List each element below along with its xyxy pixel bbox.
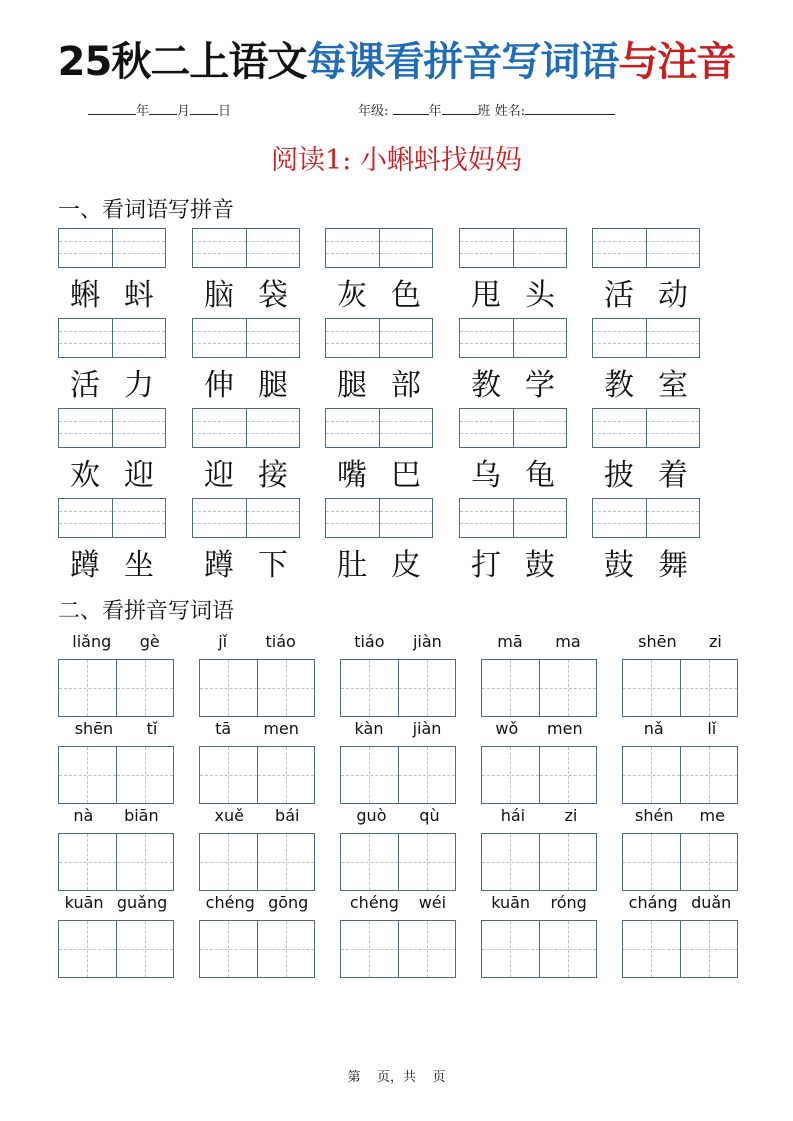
tianzige-cell[interactable] (482, 660, 539, 716)
character-answer-box[interactable] (199, 659, 315, 717)
tianzige-cell[interactable] (623, 747, 680, 803)
tianzige-cell[interactable] (341, 747, 398, 803)
character-answer-box[interactable] (622, 746, 738, 804)
pinyin-answer-box[interactable] (459, 318, 567, 358)
pinyin-syllable: zi (564, 806, 578, 825)
pinyin-syllable: hái (500, 806, 526, 825)
tianzige-cell[interactable] (257, 747, 315, 803)
pinyin-cell[interactable] (326, 229, 379, 267)
vocab-word (192, 270, 300, 314)
character-answer-box[interactable] (58, 746, 174, 804)
vocab-char: 披 (604, 458, 634, 493)
vocab-word (58, 360, 166, 404)
tianzige-cell[interactable] (680, 660, 738, 716)
vocab-char: 头 (525, 278, 555, 313)
pinyin-prompt (58, 719, 174, 738)
tianzige-cell[interactable] (539, 747, 597, 803)
vocab-char: 活 (604, 278, 634, 313)
vocab-char: 蹲 (204, 548, 234, 583)
vocab-word (58, 450, 166, 494)
vocab-char: 部 (391, 368, 421, 403)
pinyin-prompt (481, 806, 597, 825)
pinyin-answer-box[interactable] (192, 498, 300, 538)
year-label: 年 (136, 104, 150, 119)
pinyin-cell[interactable] (59, 409, 112, 447)
vocab-word (325, 360, 433, 404)
pinyin-answer-box[interactable] (58, 498, 166, 538)
vocab-char: 舞 (658, 548, 688, 583)
vocab-word (58, 540, 166, 584)
pinyin-syllable: duǎn (691, 893, 732, 912)
pinyin-cell[interactable] (513, 319, 567, 357)
tianzige-cell[interactable] (623, 921, 680, 977)
character-answer-box[interactable] (340, 659, 456, 717)
vocab-char: 着 (658, 458, 688, 493)
character-answer-box[interactable] (481, 833, 597, 891)
pinyin-syllable: gōng (268, 893, 309, 912)
pinyin-cell[interactable] (646, 319, 700, 357)
vocab-char: 迎 (124, 458, 154, 493)
pinyin-syllable: tiáo (354, 632, 385, 651)
name-blank[interactable] (525, 102, 615, 115)
pinyin-cell[interactable] (326, 319, 379, 357)
pinyin-syllable: tǐ (146, 719, 158, 738)
vocab-word (459, 540, 567, 584)
tianzige-cell[interactable] (398, 660, 456, 716)
year-blank[interactable] (88, 102, 136, 115)
pinyin-prompt (58, 806, 174, 825)
vocab-char: 接 (258, 458, 288, 493)
tianzige-cell[interactable] (59, 747, 116, 803)
pinyin-prompt (622, 893, 738, 912)
character-answer-box[interactable] (481, 746, 597, 804)
pinyin-cell[interactable] (513, 409, 567, 447)
pinyin-answer-box[interactable] (459, 228, 567, 268)
pinyin-syllable: liǎng (72, 632, 112, 651)
page-footer: 第 页，共 页 (347, 1070, 446, 1085)
pinyin-syllable: mā (497, 632, 523, 651)
character-answer-box[interactable] (199, 833, 315, 891)
pinyin-cell[interactable] (646, 409, 700, 447)
pinyin-syllable: wǒ (495, 719, 519, 738)
pinyin-syllable: nà (73, 806, 94, 825)
pinyin-answer-box[interactable] (58, 228, 166, 268)
pinyin-cell[interactable] (513, 499, 567, 537)
pinyin-cell[interactable] (193, 409, 246, 447)
pinyin-answer-box[interactable] (325, 228, 433, 268)
pinyin-syllable: jǐ (218, 632, 228, 651)
tianzige-cell[interactable] (341, 921, 398, 977)
tianzige-cell[interactable] (200, 921, 257, 977)
pinyin-answer-box[interactable] (459, 498, 567, 538)
pinyin-prompt (622, 632, 738, 651)
vocab-char: 龟 (525, 458, 555, 493)
pinyin-syllable: men (547, 719, 583, 738)
vocab-word (58, 270, 166, 314)
vocab-char: 灰 (337, 278, 367, 313)
pinyin-prompt (481, 632, 597, 651)
month-label: 月 (177, 104, 191, 119)
pinyin-answer-box[interactable] (192, 318, 300, 358)
pinyin-syllable: guò (356, 806, 387, 825)
tianzige-cell[interactable] (200, 660, 257, 716)
pinyin-prompt (199, 632, 315, 651)
tianzige-cell[interactable] (257, 921, 315, 977)
pinyin-syllable: lǐ (707, 719, 717, 738)
pinyin-syllable: jiàn (412, 719, 442, 738)
vocab-char: 甩 (471, 278, 501, 313)
tianzige-cell[interactable] (539, 660, 597, 716)
pinyin-answer-box[interactable] (592, 498, 700, 538)
pinyin-prompt (340, 893, 456, 912)
pinyin-syllable: tā (215, 719, 232, 738)
pinyin-syllable: wéi (418, 893, 447, 912)
section2-heading: 二、看拼音写词语 (58, 599, 235, 624)
tianzige-cell[interactable] (398, 834, 456, 890)
vocab-word (192, 540, 300, 584)
pinyin-cell[interactable] (460, 229, 513, 267)
pinyin-answer-box[interactable] (58, 408, 166, 448)
pinyin-cell[interactable] (246, 409, 300, 447)
title-part-1: 25秋二上语文 (57, 39, 307, 85)
vocab-char: 教 (604, 368, 634, 403)
vocab-char: 坐 (124, 548, 154, 583)
pinyin-syllable: kàn (354, 719, 384, 738)
vocab-char: 动 (658, 278, 688, 313)
pinyin-answer-box[interactable] (592, 318, 700, 358)
pinyin-prompt (199, 719, 315, 738)
pinyin-prompt (481, 719, 597, 738)
vocab-char: 欢 (70, 458, 100, 493)
vocab-word (325, 540, 433, 584)
vocab-char: 袋 (258, 278, 288, 313)
pinyin-answer-box[interactable] (325, 318, 433, 358)
pinyin-prompt (622, 806, 738, 825)
day-label: 日 (218, 104, 232, 119)
tianzige-cell[interactable] (482, 834, 539, 890)
character-answer-box[interactable] (481, 659, 597, 717)
pinyin-syllable: róng (550, 893, 587, 912)
character-answer-box[interactable] (622, 920, 738, 978)
pinyin-cell[interactable] (326, 499, 379, 537)
vocab-char: 学 (525, 368, 555, 403)
vocab-char: 鼓 (525, 548, 555, 583)
pinyin-syllable: nǎ (643, 719, 664, 738)
month-blank[interactable] (149, 102, 177, 115)
worksheet-title (0, 30, 793, 87)
tianzige-cell[interactable] (341, 834, 398, 890)
pinyin-syllable: guǎng (116, 893, 168, 912)
pinyin-cell[interactable] (246, 229, 300, 267)
character-answer-box[interactable] (481, 920, 597, 978)
pinyin-cell[interactable] (326, 409, 379, 447)
tianzige-cell[interactable] (59, 834, 116, 890)
pinyin-cell[interactable] (460, 319, 513, 357)
vocab-char: 色 (391, 278, 421, 313)
vocab-char: 蝌 (70, 278, 100, 313)
tianzige-cell[interactable] (59, 660, 116, 716)
pinyin-cell[interactable] (593, 319, 646, 357)
pinyin-cell[interactable] (513, 229, 567, 267)
vocab-char: 腿 (337, 368, 367, 403)
tianzige-cell[interactable] (623, 660, 680, 716)
pinyin-prompt (58, 632, 174, 651)
pinyin-cell[interactable] (59, 229, 112, 267)
tianzige-cell[interactable] (680, 921, 738, 977)
vocab-char: 肚 (337, 548, 367, 583)
vocab-char: 力 (124, 368, 154, 403)
pinyin-prompt (340, 632, 456, 651)
pinyin-syllable: xuě (214, 806, 244, 825)
character-answer-box[interactable] (340, 833, 456, 891)
character-answer-box[interactable] (340, 920, 456, 978)
tianzige-cell[interactable] (680, 747, 738, 803)
tianzige-cell[interactable] (623, 834, 680, 890)
tianzige-cell[interactable] (341, 660, 398, 716)
name-label: 姓名: (494, 104, 526, 119)
pinyin-syllable: tiáo (265, 632, 296, 651)
tianzige-cell[interactable] (116, 747, 174, 803)
pinyin-cell[interactable] (59, 499, 112, 537)
vocab-char: 教 (471, 368, 501, 403)
pinyin-cell[interactable] (193, 319, 246, 357)
pinyin-cell[interactable] (112, 409, 166, 447)
student-line (358, 100, 615, 119)
class-label: 班 (477, 104, 491, 119)
character-answer-box[interactable] (58, 659, 174, 717)
pinyin-syllable: kuān (64, 893, 104, 912)
pinyin-syllable: bái (275, 806, 300, 825)
character-answer-box[interactable] (58, 920, 174, 978)
pinyin-syllable: chéng (205, 893, 255, 912)
pinyin-answer-box[interactable] (325, 498, 433, 538)
vocab-char: 伸 (204, 368, 234, 403)
pinyin-syllable: ma (555, 632, 581, 651)
tianzige-cell[interactable] (539, 921, 597, 977)
character-answer-box[interactable] (622, 659, 738, 717)
vocab-char: 下 (258, 548, 288, 583)
vocab-word (459, 360, 567, 404)
vocab-word (459, 270, 567, 314)
lesson-subtitle: 阅读1: 小蝌蚪找妈妈 (271, 145, 522, 176)
pinyin-cell[interactable] (193, 229, 246, 267)
vocab-char: 打 (471, 548, 501, 583)
pinyin-cell[interactable] (460, 409, 513, 447)
vocab-char: 蹲 (70, 548, 100, 583)
pinyin-cell[interactable] (246, 319, 300, 357)
title-part-2: 每课看拼音写词语 (306, 39, 619, 85)
vocab-char: 迎 (204, 458, 234, 493)
character-answer-box[interactable] (58, 833, 174, 891)
vocab-char: 乌 (471, 458, 501, 493)
pinyin-cell[interactable] (379, 319, 433, 357)
tianzige-cell[interactable] (200, 834, 257, 890)
grade-blank[interactable] (393, 102, 429, 115)
tianzige-cell[interactable] (398, 921, 456, 977)
pinyin-answer-box[interactable] (592, 408, 700, 448)
pinyin-cell[interactable] (246, 499, 300, 537)
tianzige-cell[interactable] (257, 834, 315, 890)
vocab-word (592, 270, 700, 314)
pinyin-syllable: jiàn (412, 632, 442, 651)
grade-year-label: 年 (428, 104, 442, 119)
vocab-char: 腿 (258, 368, 288, 403)
vocab-word (325, 450, 433, 494)
tianzige-cell[interactable] (398, 747, 456, 803)
pinyin-cell[interactable] (379, 409, 433, 447)
date-line (88, 100, 231, 119)
tianzige-cell[interactable] (680, 834, 738, 890)
pinyin-syllable: gè (139, 632, 160, 651)
pinyin-answer-box[interactable] (325, 408, 433, 448)
pinyin-syllable: biān (124, 806, 159, 825)
vocab-word (192, 360, 300, 404)
pinyin-cell[interactable] (193, 499, 246, 537)
pinyin-cell[interactable] (112, 499, 166, 537)
vocab-char: 巴 (391, 458, 421, 493)
vocab-char: 皮 (391, 548, 421, 583)
pinyin-prompt (340, 806, 456, 825)
tianzige-cell[interactable] (257, 660, 315, 716)
pinyin-cell[interactable] (593, 409, 646, 447)
pinyin-prompt (622, 719, 738, 738)
pinyin-syllable: men (263, 719, 299, 738)
vocab-word (325, 270, 433, 314)
day-blank[interactable] (190, 102, 218, 115)
pinyin-answer-box[interactable] (459, 408, 567, 448)
tianzige-cell[interactable] (482, 921, 539, 977)
pinyin-cell[interactable] (59, 319, 112, 357)
vocab-word (592, 540, 700, 584)
vocab-char: 脑 (204, 278, 234, 313)
tianzige-cell[interactable] (482, 747, 539, 803)
pinyin-cell[interactable] (379, 499, 433, 537)
vocab-word (592, 450, 700, 494)
pinyin-cell[interactable] (646, 499, 700, 537)
pinyin-cell[interactable] (112, 229, 166, 267)
title-part-3: 与注音 (618, 39, 736, 85)
tianzige-cell[interactable] (59, 921, 116, 977)
pinyin-syllable: zi (708, 632, 722, 651)
class-blank[interactable] (442, 102, 478, 115)
vocab-char: 蚪 (124, 278, 154, 313)
pinyin-prompt (340, 719, 456, 738)
pinyin-cell[interactable] (593, 229, 646, 267)
tianzige-cell[interactable] (116, 660, 174, 716)
pinyin-syllable: me (699, 806, 725, 825)
vocab-char: 室 (658, 368, 688, 403)
vocab-char: 鼓 (604, 548, 634, 583)
pinyin-answer-box[interactable] (192, 228, 300, 268)
grade-label: 年级: (358, 104, 389, 119)
vocab-word (592, 360, 700, 404)
pinyin-prompt (199, 806, 315, 825)
pinyin-answer-box[interactable] (592, 228, 700, 268)
pinyin-syllable: cháng (628, 893, 678, 912)
tianzige-cell[interactable] (539, 834, 597, 890)
pinyin-cell[interactable] (646, 229, 700, 267)
pinyin-answer-box[interactable] (58, 318, 166, 358)
pinyin-cell[interactable] (460, 499, 513, 537)
pinyin-syllable: shēn (74, 719, 114, 738)
pinyin-syllable: shén (635, 806, 674, 825)
pinyin-prompt (58, 893, 174, 912)
vocab-char: 嘴 (337, 458, 367, 493)
vocab-word (192, 450, 300, 494)
pinyin-cell[interactable] (593, 499, 646, 537)
character-answer-box[interactable] (622, 833, 738, 891)
tianzige-cell[interactable] (116, 834, 174, 890)
section1-heading: 一、看词语写拼音 (58, 198, 235, 223)
pinyin-syllable: qù (419, 806, 440, 825)
pinyin-cell[interactable] (379, 229, 433, 267)
pinyin-syllable: shēn (638, 632, 677, 651)
vocab-char: 活 (70, 368, 100, 403)
pinyin-cell[interactable] (112, 319, 166, 357)
pinyin-syllable: kuān (491, 893, 531, 912)
tianzige-cell[interactable] (200, 747, 257, 803)
vocab-word (459, 450, 567, 494)
pinyin-syllable: chéng (349, 893, 399, 912)
tianzige-cell[interactable] (116, 921, 174, 977)
pinyin-prompt (199, 893, 315, 912)
character-answer-box[interactable] (199, 746, 315, 804)
pinyin-answer-box[interactable] (192, 408, 300, 448)
pinyin-prompt (481, 893, 597, 912)
character-answer-box[interactable] (199, 920, 315, 978)
character-answer-box[interactable] (340, 746, 456, 804)
